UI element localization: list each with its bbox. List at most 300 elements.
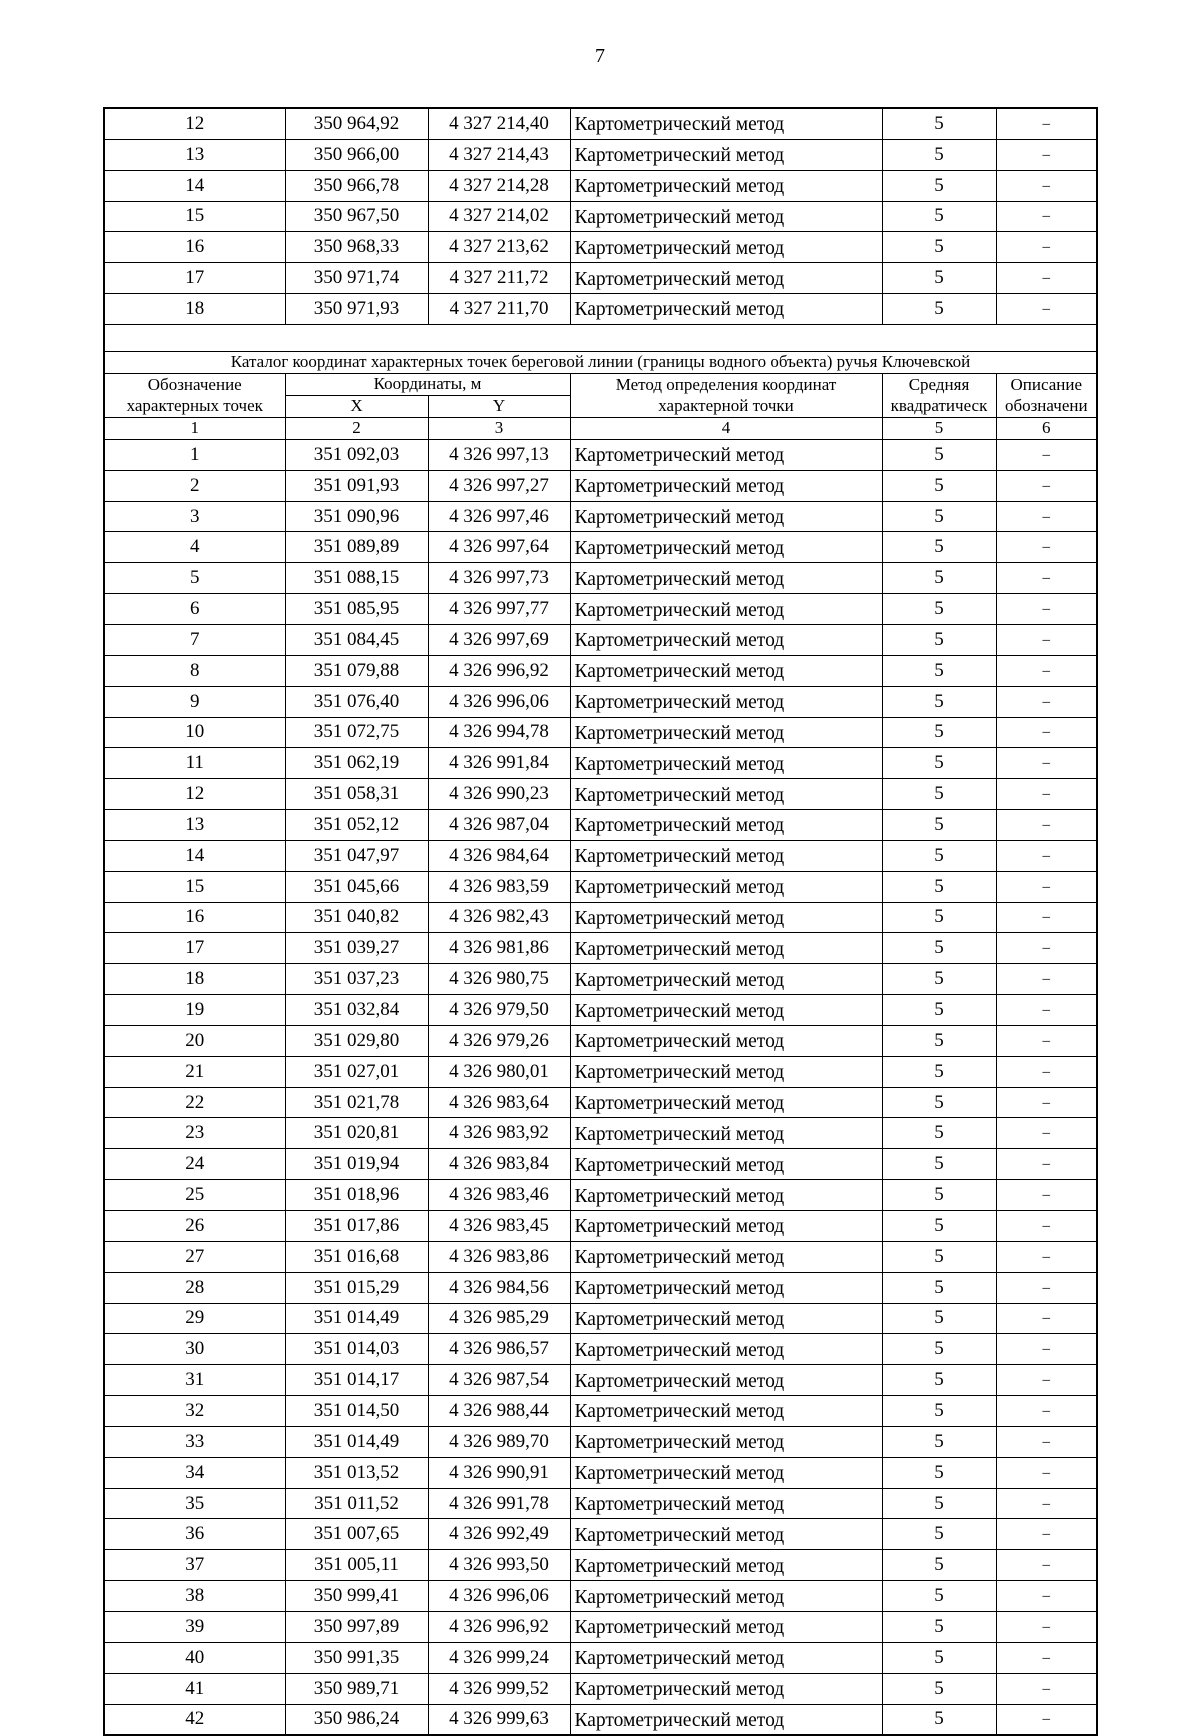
accuracy: 5 <box>882 170 996 201</box>
point-number: 17 <box>104 263 285 294</box>
coordinate-y: 4 326 987,54 <box>428 1365 570 1396</box>
method: Картометрический метод <box>570 1149 882 1180</box>
method: Картометрический метод <box>570 995 882 1026</box>
description: – <box>996 294 1097 325</box>
description: – <box>996 501 1097 532</box>
point-number: 1 <box>104 439 285 470</box>
coordinate-y: 4 327 211,70 <box>428 294 570 325</box>
method: Картометрический метод <box>570 139 882 170</box>
point-number: 4 <box>104 532 285 563</box>
table-row <box>104 686 1097 717</box>
accuracy: 5 <box>882 1704 996 1735</box>
accuracy: 5 <box>882 624 996 655</box>
point-number: 42 <box>104 1704 285 1735</box>
accuracy: 5 <box>882 1488 996 1519</box>
accuracy: 5 <box>882 1118 996 1149</box>
coordinate-x: 350 986,24 <box>285 1704 428 1735</box>
method: Картометрический метод <box>570 439 882 470</box>
point-number: 39 <box>104 1611 285 1642</box>
coordinate-x: 351 019,94 <box>285 1149 428 1180</box>
table-row <box>104 439 1097 470</box>
accuracy: 5 <box>882 1334 996 1365</box>
point-number: 18 <box>104 964 285 995</box>
coordinate-x: 351 062,19 <box>285 748 428 779</box>
coordinate-y: 4 326 994,78 <box>428 717 570 748</box>
coordinate-x: 351 040,82 <box>285 902 428 933</box>
method: Картометрический метод <box>570 624 882 655</box>
description: – <box>996 1334 1097 1365</box>
coordinate-y: 4 326 981,86 <box>428 933 570 964</box>
point-number: 12 <box>104 108 285 139</box>
coordinate-y: 4 326 987,04 <box>428 810 570 841</box>
accuracy: 5 <box>882 1519 996 1550</box>
accuracy: 5 <box>882 232 996 263</box>
point-number: 28 <box>104 1272 285 1303</box>
coordinate-x: 350 997,89 <box>285 1611 428 1642</box>
column-number-row <box>104 417 1097 439</box>
coordinate-x: 351 027,01 <box>285 1056 428 1087</box>
coordinate-y: 4 326 985,29 <box>428 1303 570 1334</box>
method: Картометрический метод <box>570 1365 882 1396</box>
point-number: 22 <box>104 1087 285 1118</box>
method: Картометрический метод <box>570 170 882 201</box>
table-row <box>104 655 1097 686</box>
accuracy: 5 <box>882 964 996 995</box>
description: – <box>996 902 1097 933</box>
table-row <box>104 501 1097 532</box>
section-title: Каталог координат характерных точек береговой линии (границы водного объекта) ручья Ключевской <box>104 351 1097 373</box>
coordinate-y: 4 327 211,72 <box>428 263 570 294</box>
table-row <box>104 170 1097 201</box>
coordinate-x: 351 092,03 <box>285 439 428 470</box>
description: – <box>996 563 1097 594</box>
description: – <box>996 1550 1097 1581</box>
header-point-designation-2: характерных точек <box>104 395 285 417</box>
point-number: 14 <box>104 840 285 871</box>
coordinate-y: 4 326 997,77 <box>428 594 570 625</box>
description: – <box>996 1642 1097 1673</box>
description: – <box>996 263 1097 294</box>
coordinate-y: 4 326 983,45 <box>428 1211 570 1242</box>
point-number: 29 <box>104 1303 285 1334</box>
description: – <box>996 108 1097 139</box>
coordinate-x: 351 085,95 <box>285 594 428 625</box>
coordinate-y: 4 326 996,92 <box>428 1611 570 1642</box>
table-row <box>104 902 1097 933</box>
description: – <box>996 871 1097 902</box>
description: – <box>996 1025 1097 1056</box>
coordinate-y: 4 326 992,49 <box>428 1519 570 1550</box>
coordinate-x: 351 016,68 <box>285 1241 428 1272</box>
accuracy: 5 <box>882 1642 996 1673</box>
description: – <box>996 717 1097 748</box>
description: – <box>996 532 1097 563</box>
method: Картометрический метод <box>570 686 882 717</box>
point-number: 13 <box>104 139 285 170</box>
description: – <box>996 232 1097 263</box>
accuracy: 5 <box>882 1180 996 1211</box>
method: Картометрический метод <box>570 1272 882 1303</box>
header-y: Y <box>428 395 570 417</box>
coordinate-y: 4 326 996,06 <box>428 686 570 717</box>
description: – <box>996 933 1097 964</box>
coordinate-y: 4 326 997,13 <box>428 439 570 470</box>
point-number: 34 <box>104 1457 285 1488</box>
coordinate-y: 4 326 993,50 <box>428 1550 570 1581</box>
table-row <box>104 624 1097 655</box>
coordinate-y: 4 326 996,92 <box>428 655 570 686</box>
header-row-1 <box>104 373 1097 395</box>
method: Картометрический метод <box>570 201 882 232</box>
description: – <box>996 1118 1097 1149</box>
description: – <box>996 840 1097 871</box>
coordinate-y: 4 326 991,84 <box>428 748 570 779</box>
accuracy: 5 <box>882 139 996 170</box>
point-number: 30 <box>104 1334 285 1365</box>
coordinate-x: 350 966,00 <box>285 139 428 170</box>
point-number: 24 <box>104 1149 285 1180</box>
accuracy: 5 <box>882 470 996 501</box>
point-number: 25 <box>104 1180 285 1211</box>
coordinate-y: 4 327 214,43 <box>428 139 570 170</box>
method: Картометрический метод <box>570 1611 882 1642</box>
method: Картометрический метод <box>570 501 882 532</box>
accuracy: 5 <box>882 1611 996 1642</box>
coordinate-y: 4 326 997,64 <box>428 532 570 563</box>
accuracy: 5 <box>882 1149 996 1180</box>
accuracy: 5 <box>882 1272 996 1303</box>
accuracy: 5 <box>882 1581 996 1612</box>
point-number: 8 <box>104 655 285 686</box>
table-row <box>104 1272 1097 1303</box>
coordinate-x: 351 047,97 <box>285 840 428 871</box>
point-number: 26 <box>104 1211 285 1242</box>
header-method: Метод определения координат <box>570 373 882 395</box>
header-description-2: обозначени <box>996 395 1097 417</box>
coordinate-y: 4 326 983,64 <box>428 1087 570 1118</box>
coordinate-y: 4 326 983,92 <box>428 1118 570 1149</box>
method: Картометрический метод <box>570 779 882 810</box>
method: Картометрический метод <box>570 1180 882 1211</box>
method: Картометрический метод <box>570 1550 882 1581</box>
method: Картометрический метод <box>570 1025 882 1056</box>
description: – <box>996 1056 1097 1087</box>
accuracy: 5 <box>882 810 996 841</box>
point-number: 33 <box>104 1426 285 1457</box>
section-header <box>104 324 1097 439</box>
accuracy: 5 <box>882 933 996 964</box>
accuracy: 5 <box>882 501 996 532</box>
accuracy: 5 <box>882 840 996 871</box>
table-row <box>104 594 1097 625</box>
table-row <box>104 1334 1097 1365</box>
accuracy: 5 <box>882 1025 996 1056</box>
method: Картометрический метод <box>570 1087 882 1118</box>
coordinate-y: 4 326 997,69 <box>428 624 570 655</box>
point-number: 16 <box>104 902 285 933</box>
coordinate-y: 4 326 983,84 <box>428 1149 570 1180</box>
coordinate-x: 351 014,49 <box>285 1303 428 1334</box>
coordinate-x: 351 011,52 <box>285 1488 428 1519</box>
coordinate-x: 350 989,71 <box>285 1673 428 1704</box>
description: – <box>996 470 1097 501</box>
accuracy: 5 <box>882 201 996 232</box>
coordinate-x: 351 021,78 <box>285 1087 428 1118</box>
table-row <box>104 1056 1097 1087</box>
table-row <box>104 1087 1097 1118</box>
description: – <box>996 170 1097 201</box>
method: Картометрический метод <box>570 1056 882 1087</box>
description: – <box>996 995 1097 1026</box>
coordinate-y: 4 326 999,63 <box>428 1704 570 1735</box>
description: – <box>996 1426 1097 1457</box>
table-row <box>104 964 1097 995</box>
coordinate-y: 4 326 979,50 <box>428 995 570 1026</box>
table-row <box>104 201 1097 232</box>
table-row <box>104 1025 1097 1056</box>
description: – <box>996 1241 1097 1272</box>
table-row <box>104 1457 1097 1488</box>
point-number: 31 <box>104 1365 285 1396</box>
method: Картометрический метод <box>570 1581 882 1612</box>
continued-rows <box>104 108 1097 324</box>
coordinate-x: 350 967,50 <box>285 201 428 232</box>
description: – <box>996 624 1097 655</box>
column-number: 3 <box>428 417 570 439</box>
coordinate-x: 351 014,17 <box>285 1365 428 1396</box>
table-row <box>104 263 1097 294</box>
coordinate-y: 4 326 979,26 <box>428 1025 570 1056</box>
method: Картометрический метод <box>570 902 882 933</box>
accuracy: 5 <box>882 1550 996 1581</box>
table-row <box>104 1211 1097 1242</box>
method: Картометрический метод <box>570 470 882 501</box>
accuracy: 5 <box>882 563 996 594</box>
catalog-rows <box>104 439 1097 1735</box>
method: Картометрический метод <box>570 748 882 779</box>
method: Картометрический метод <box>570 1303 882 1334</box>
table-row <box>104 108 1097 139</box>
table-row <box>104 1241 1097 1272</box>
method: Картометрический метод <box>570 263 882 294</box>
coordinate-x: 351 079,88 <box>285 655 428 686</box>
page-number: 7 <box>595 45 605 67</box>
coordinate-y: 4 326 983,86 <box>428 1241 570 1272</box>
method: Картометрический метод <box>570 232 882 263</box>
coordinate-y: 4 326 997,73 <box>428 563 570 594</box>
coordinate-y: 4 326 980,75 <box>428 964 570 995</box>
coordinate-y: 4 326 982,43 <box>428 902 570 933</box>
method: Картометрический метод <box>570 563 882 594</box>
point-number: 41 <box>104 1673 285 1704</box>
point-number: 6 <box>104 594 285 625</box>
table-row <box>104 232 1097 263</box>
table-row <box>104 1180 1097 1211</box>
description: – <box>996 686 1097 717</box>
method: Картометрический метод <box>570 594 882 625</box>
coordinate-x: 351 014,50 <box>285 1396 428 1427</box>
accuracy: 5 <box>882 1457 996 1488</box>
table-row <box>104 995 1097 1026</box>
table-row <box>104 748 1097 779</box>
table-row <box>104 1488 1097 1519</box>
description: – <box>996 1303 1097 1334</box>
table-row <box>104 1550 1097 1581</box>
method: Картометрический метод <box>570 1396 882 1427</box>
coordinate-y: 4 326 999,52 <box>428 1673 570 1704</box>
coordinate-y: 4 326 996,06 <box>428 1581 570 1612</box>
coordinate-x: 350 966,78 <box>285 170 428 201</box>
coordinate-x: 350 964,92 <box>285 108 428 139</box>
point-number: 15 <box>104 871 285 902</box>
table-row <box>104 470 1097 501</box>
description: – <box>996 779 1097 810</box>
coordinate-y: 4 327 214,02 <box>428 201 570 232</box>
coordinate-x: 351 090,96 <box>285 501 428 532</box>
coordinate-y: 4 326 983,46 <box>428 1180 570 1211</box>
point-number: 38 <box>104 1581 285 1612</box>
accuracy: 5 <box>882 1396 996 1427</box>
description: – <box>996 1365 1097 1396</box>
description: – <box>996 810 1097 841</box>
method: Картометрический метод <box>570 532 882 563</box>
method: Картометрический метод <box>570 294 882 325</box>
point-number: 11 <box>104 748 285 779</box>
accuracy: 5 <box>882 779 996 810</box>
accuracy: 5 <box>882 532 996 563</box>
accuracy: 5 <box>882 294 996 325</box>
accuracy: 5 <box>882 655 996 686</box>
table-row <box>104 1118 1097 1149</box>
coordinate-x: 351 018,96 <box>285 1180 428 1211</box>
coordinate-x: 350 991,35 <box>285 1642 428 1673</box>
method: Картометрический метод <box>570 1704 882 1735</box>
description: – <box>996 1581 1097 1612</box>
blank-row <box>104 324 1097 351</box>
coordinate-y: 4 326 991,78 <box>428 1488 570 1519</box>
coordinate-x: 351 039,27 <box>285 933 428 964</box>
table-row <box>104 717 1097 748</box>
method: Картометрический метод <box>570 840 882 871</box>
table-row <box>104 1704 1097 1735</box>
coordinate-y: 4 326 984,64 <box>428 840 570 871</box>
point-number: 20 <box>104 1025 285 1056</box>
accuracy: 5 <box>882 871 996 902</box>
method: Картометрический метод <box>570 1334 882 1365</box>
accuracy: 5 <box>882 1241 996 1272</box>
accuracy: 5 <box>882 686 996 717</box>
table-row <box>104 810 1097 841</box>
table-row <box>104 1303 1097 1334</box>
coordinate-x: 351 052,12 <box>285 810 428 841</box>
coordinate-y: 4 326 997,46 <box>428 501 570 532</box>
point-number: 17 <box>104 933 285 964</box>
coordinate-x: 350 971,74 <box>285 263 428 294</box>
column-number: 5 <box>882 417 996 439</box>
description: – <box>996 594 1097 625</box>
method: Картометрический метод <box>570 810 882 841</box>
header-method-2: характерной точки <box>570 395 882 417</box>
coordinate-x: 351 014,03 <box>285 1334 428 1365</box>
coordinates-table <box>103 107 1098 1736</box>
coordinate-x: 351 089,89 <box>285 532 428 563</box>
accuracy: 5 <box>882 1426 996 1457</box>
coordinate-x: 351 013,52 <box>285 1457 428 1488</box>
coordinate-x: 351 007,65 <box>285 1519 428 1550</box>
accuracy: 5 <box>882 748 996 779</box>
coordinate-y: 4 327 213,62 <box>428 232 570 263</box>
method: Картометрический метод <box>570 871 882 902</box>
description: – <box>996 655 1097 686</box>
description: – <box>996 139 1097 170</box>
coordinate-x: 351 029,80 <box>285 1025 428 1056</box>
description: – <box>996 1149 1097 1180</box>
header-accuracy: Средняя <box>882 373 996 395</box>
table-row <box>104 139 1097 170</box>
coordinate-x: 351 084,45 <box>285 624 428 655</box>
description: – <box>996 1180 1097 1211</box>
coordinate-x: 351 076,40 <box>285 686 428 717</box>
method: Картометрический метод <box>570 1642 882 1673</box>
point-number: 36 <box>104 1519 285 1550</box>
header-x: X <box>285 395 428 417</box>
accuracy: 5 <box>882 263 996 294</box>
method: Картометрический метод <box>570 1426 882 1457</box>
coordinate-x: 351 037,23 <box>285 964 428 995</box>
description: – <box>996 964 1097 995</box>
column-number: 1 <box>104 417 285 439</box>
point-number: 32 <box>104 1396 285 1427</box>
description: – <box>996 1519 1097 1550</box>
method: Картометрический метод <box>570 1488 882 1519</box>
table-row <box>104 1426 1097 1457</box>
description: – <box>996 1211 1097 1242</box>
coordinate-x: 351 005,11 <box>285 1550 428 1581</box>
description: – <box>996 1673 1097 1704</box>
coordinate-x: 351 032,84 <box>285 995 428 1026</box>
coordinate-x: 350 971,93 <box>285 294 428 325</box>
description: – <box>996 1272 1097 1303</box>
description: – <box>996 1704 1097 1735</box>
table-row <box>104 779 1097 810</box>
coordinate-x: 351 072,75 <box>285 717 428 748</box>
point-number: 10 <box>104 717 285 748</box>
section-title-row <box>104 351 1097 373</box>
point-number: 37 <box>104 1550 285 1581</box>
coordinate-y: 4 326 988,44 <box>428 1396 570 1427</box>
table-row <box>104 933 1097 964</box>
point-number: 35 <box>104 1488 285 1519</box>
coordinate-y: 4 326 984,56 <box>428 1272 570 1303</box>
table-row <box>104 871 1097 902</box>
point-number: 12 <box>104 779 285 810</box>
method: Картометрический метод <box>570 1519 882 1550</box>
method: Картометрический метод <box>570 1241 882 1272</box>
point-number: 5 <box>104 563 285 594</box>
table-row <box>104 1365 1097 1396</box>
point-number: 15 <box>104 201 285 232</box>
column-number: 4 <box>570 417 882 439</box>
method: Картометрический метод <box>570 655 882 686</box>
method: Картометрический метод <box>570 108 882 139</box>
method: Картометрический метод <box>570 1118 882 1149</box>
table-row <box>104 1611 1097 1642</box>
header-row-2 <box>104 395 1097 417</box>
header-description: Описание <box>996 373 1097 395</box>
point-number: 9 <box>104 686 285 717</box>
point-number: 27 <box>104 1241 285 1272</box>
coordinate-y: 4 327 214,28 <box>428 170 570 201</box>
